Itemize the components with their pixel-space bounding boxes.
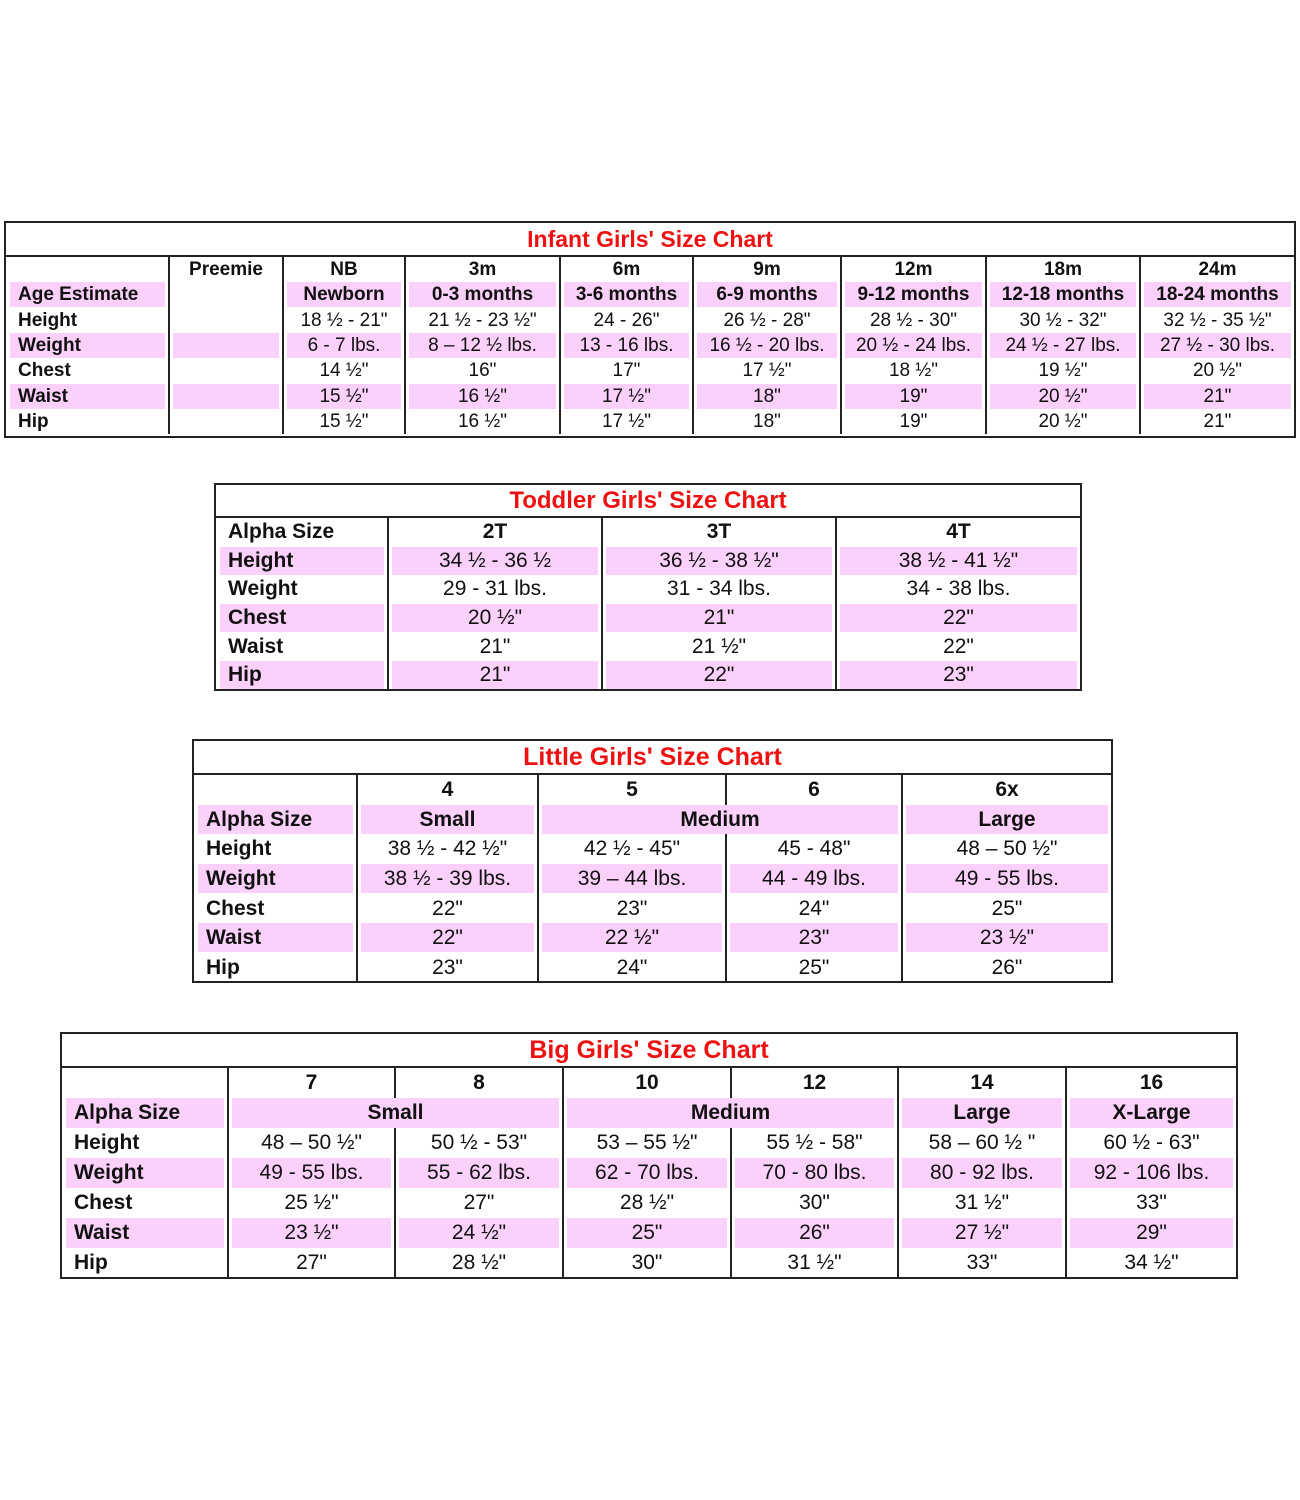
big-chart-title: Big Girls' Size Chart — [62, 1034, 1236, 1068]
header-cell: 18m — [986, 257, 1140, 282]
header-cell: 4T — [946, 520, 971, 544]
header-cell: 12m — [841, 257, 986, 282]
table-cell: 24 - 26" — [593, 309, 660, 331]
header-cell: 6 — [726, 775, 902, 805]
table-row — [62, 1098, 1236, 1128]
table-cell: 38 ½ - 41 ½" — [840, 547, 1077, 575]
table-row — [216, 575, 1080, 604]
table-cell: 49 - 55 lbs. — [232, 1158, 391, 1188]
table-cell: 24 ½" — [399, 1218, 559, 1248]
table-cell: 3-6 months — [564, 282, 689, 307]
table-cell: Large — [906, 805, 1108, 834]
table-cell: 6 - 7 lbs. — [287, 333, 401, 358]
row-label: Hip — [220, 661, 384, 689]
table-cell: 21 ½ - 23 ½" — [428, 309, 537, 331]
table-cell: 26 ½ - 28" — [723, 309, 811, 331]
table-cell: 8 – 12 ½ lbs. — [409, 333, 556, 358]
header-cell: Preemie — [169, 257, 283, 282]
table-cell: 16" — [468, 360, 497, 382]
table-cell: 80 - 92 lbs. — [902, 1158, 1062, 1188]
table-cell: 26" — [991, 955, 1023, 979]
table-cell: 49 - 55 lbs. — [906, 864, 1108, 893]
infant-size-table — [6, 257, 1294, 434]
table-row — [194, 953, 1111, 983]
table-row — [216, 547, 1080, 576]
table-cell: 31 - 34 lbs. — [667, 577, 771, 601]
table-cell: 27" — [463, 1191, 495, 1214]
table-cell: 32 ½ - 35 ½" — [1163, 309, 1272, 331]
header-cell: 8 — [395, 1068, 563, 1098]
toddler-chart-title: Toddler Girls' Size Chart — [216, 485, 1080, 518]
little-size-table — [194, 775, 1111, 982]
table-cell: 19 ½" — [1038, 360, 1088, 382]
header-cell: 14 — [898, 1068, 1066, 1098]
table-cell: Large — [902, 1098, 1062, 1128]
table-cell: 55 - 62 lbs. — [399, 1158, 559, 1188]
row-label: Chest — [74, 1191, 133, 1214]
table-cell: 53 – 55 ½" — [596, 1131, 698, 1154]
row-label: Height — [74, 1131, 140, 1154]
row-label: Alpha Size — [228, 520, 335, 544]
table-cell: 20 ½" — [1038, 410, 1088, 432]
table-row — [6, 308, 1294, 333]
table-cell: 12-18 months — [990, 282, 1136, 307]
table-cell: 27" — [296, 1251, 327, 1274]
table-row — [216, 604, 1080, 633]
table-cell: 34 - 38 lbs. — [906, 577, 1011, 601]
table-cell: 23" — [840, 661, 1077, 689]
big-size-table — [62, 1068, 1236, 1278]
table-cell: 23" — [616, 896, 648, 920]
table-cell: 31 ½" — [787, 1251, 842, 1274]
table-cell: 22" — [943, 634, 974, 658]
row-label: Hip — [206, 955, 240, 979]
table-cell: 24 ½ - 27 lbs. — [990, 333, 1136, 358]
table-header-row — [6, 257, 1294, 282]
table-cell: 34 ½ - 36 ½ — [392, 547, 598, 575]
row-label: Hip — [18, 410, 49, 432]
header-cell: 5 — [538, 775, 726, 805]
table-cell: 55 ½ - 58" — [766, 1131, 863, 1154]
table-cell: 27 ½" — [902, 1218, 1062, 1248]
table-cell: 33" — [966, 1251, 998, 1274]
table-cell: 22" — [606, 661, 832, 689]
table-cell: 6-9 months — [697, 282, 837, 307]
header-cell: 4 — [357, 775, 538, 805]
table-cell: 60 ½ - 63" — [1103, 1131, 1200, 1154]
big-size-chart — [60, 1032, 1238, 1279]
table-cell: 92 - 106 lbs. — [1070, 1158, 1233, 1188]
table-cell: 22 ½" — [542, 923, 722, 952]
table-cell: 36 ½ - 38 ½" — [606, 547, 832, 575]
infant-size-chart — [4, 221, 1296, 438]
table-cell: 17 ½" — [742, 360, 792, 382]
table-row — [194, 923, 1111, 953]
row-label: Weight — [228, 577, 298, 601]
table-cell: 34 ½" — [1124, 1251, 1179, 1274]
table-cell: 17" — [612, 360, 641, 382]
table-row — [6, 282, 1294, 307]
table-header-row — [216, 518, 1080, 547]
table-cell: 16 ½" — [457, 410, 507, 432]
header-cell: 6m — [560, 257, 693, 282]
table-cell: 18 ½" — [888, 360, 938, 382]
table-row — [62, 1158, 1236, 1188]
table-row — [62, 1188, 1236, 1218]
table-cell: 22" — [432, 896, 463, 920]
table-cell: 21 ½" — [691, 634, 747, 658]
table-cell: Newborn — [287, 282, 401, 307]
table-cell: 18" — [753, 410, 781, 432]
table-cell: 25" — [798, 955, 830, 979]
header-cell: NB — [283, 257, 405, 282]
table-cell: Small — [361, 805, 534, 834]
table-cell: 23" — [730, 923, 898, 952]
table-cell: 15 ½" — [319, 410, 369, 432]
table-cell: 48 – 50 ½" — [956, 837, 1058, 861]
row-label: Waist — [198, 923, 353, 952]
table-cell: 42 ½ - 45" — [583, 837, 681, 861]
table-cell: 21" — [1144, 384, 1291, 409]
row-label: Weight — [66, 1158, 224, 1188]
table-cell: 21" — [606, 604, 832, 632]
row-label: Weight — [10, 333, 165, 358]
table-cell: 30" — [799, 1191, 830, 1214]
table-cell: 14 ½" — [319, 360, 369, 382]
header-cell: 16 — [1066, 1068, 1236, 1098]
table-cell: 28 ½" — [619, 1191, 675, 1214]
table-cell: 23" — [432, 955, 463, 979]
table-cell: 20 ½" — [1192, 360, 1242, 382]
table-cell: 58 – 60 ½ " — [928, 1131, 1036, 1154]
row-label: Alpha Size — [198, 805, 353, 834]
table-cell: 16 ½" — [409, 384, 556, 409]
infant-chart-title: Infant Girls' Size Chart — [6, 223, 1294, 257]
table-cell: 13 - 16 lbs. — [564, 333, 689, 358]
row-label: Chest — [18, 360, 71, 382]
table-cell: 38 ½ - 39 lbs. — [361, 864, 534, 893]
table-row — [216, 632, 1080, 661]
header-cell: 2T — [482, 520, 508, 544]
table-cell: 9-12 months — [845, 282, 982, 307]
table-cell: 17 ½" — [601, 410, 651, 432]
row-label: Chest — [220, 604, 384, 632]
table-cell: 21" — [392, 661, 598, 689]
table-row — [194, 864, 1111, 894]
table-cell: 22" — [840, 604, 1077, 632]
table-cell: 33" — [1136, 1191, 1167, 1214]
table-cell: 31 ½" — [954, 1191, 1010, 1214]
table-cell: 38 ½ - 42 ½" — [387, 837, 508, 861]
little-chart-title: Little Girls' Size Chart — [194, 741, 1111, 775]
header-cell: 3m — [405, 257, 560, 282]
table-header-row — [194, 775, 1111, 805]
row-label: Alpha Size — [66, 1098, 224, 1128]
little-size-chart — [192, 739, 1113, 983]
table-cell: 30" — [631, 1251, 663, 1274]
table-cell: 23 ½" — [232, 1218, 391, 1248]
table-header-row — [62, 1068, 1236, 1098]
header-cell: 3T — [706, 520, 732, 544]
table-row — [6, 383, 1294, 408]
table-cell: 18-24 months — [1144, 282, 1291, 307]
table-cell: 20 ½" — [392, 604, 598, 632]
table-cell: 25" — [991, 896, 1023, 920]
table-cell: 25 ½" — [284, 1191, 339, 1214]
table-row — [62, 1248, 1236, 1278]
row-label: Waist — [228, 634, 284, 658]
row-label: Height — [220, 547, 384, 575]
table-cell: 22" — [361, 923, 534, 952]
table-row — [6, 358, 1294, 383]
table-cell: 28 ½" — [451, 1251, 507, 1274]
row-label: Height — [206, 837, 272, 861]
header-cell: 12 — [731, 1068, 898, 1098]
row-label: Hip — [74, 1251, 108, 1274]
table-cell: 48 – 50 ½" — [261, 1131, 362, 1154]
table-cell: 25" — [567, 1218, 727, 1248]
table-row — [6, 333, 1294, 358]
table-cell: 29 - 31 lbs. — [443, 577, 547, 601]
table-cell: 20 ½" — [990, 384, 1136, 409]
table-cell: 21" — [479, 634, 511, 658]
toddler-size-table — [216, 518, 1080, 690]
header-cell: 7 — [228, 1068, 395, 1098]
table-cell: X-Large — [1070, 1098, 1233, 1128]
header-cell: 9m — [693, 257, 841, 282]
toddler-size-chart — [214, 483, 1082, 691]
row-label: Weight — [198, 864, 353, 893]
table-cell: Medium — [567, 1098, 894, 1128]
table-cell: 23 ½" — [906, 923, 1108, 952]
header-cell: 24m — [1140, 257, 1294, 282]
header-cell: 6x — [902, 775, 1111, 805]
table-cell: 15 ½" — [287, 384, 401, 409]
row-label: Chest — [206, 896, 265, 920]
table-row — [62, 1218, 1236, 1248]
table-cell: 29" — [1070, 1218, 1233, 1248]
row-label: Waist — [10, 384, 165, 409]
table-cell: 18" — [697, 384, 837, 409]
table-cell: Medium — [542, 805, 898, 834]
table-cell: 24" — [798, 896, 830, 920]
table-row — [194, 834, 1111, 864]
table-row — [6, 409, 1294, 434]
row-label: Height — [18, 309, 78, 331]
table-cell: 26" — [735, 1218, 894, 1248]
table-cell: 39 – 44 lbs. — [542, 864, 722, 893]
row-label: Age Estimate — [10, 282, 165, 307]
table-cell: 0-3 months — [409, 282, 556, 307]
table-cell: 70 - 80 lbs. — [735, 1158, 894, 1188]
table-row — [194, 893, 1111, 923]
table-cell: 27 ½ - 30 lbs. — [1144, 333, 1291, 358]
table-cell: 44 - 49 lbs. — [730, 864, 898, 893]
table-cell: 18 ½ - 21" — [300, 309, 388, 331]
table-cell: 20 ½ - 24 lbs. — [845, 333, 982, 358]
table-cell: 19" — [899, 410, 928, 432]
table-cell: 16 ½ - 20 lbs. — [697, 333, 837, 358]
table-cell: 19" — [845, 384, 982, 409]
table-cell: 24" — [616, 955, 648, 979]
table-cell: 62 - 70 lbs. — [567, 1158, 727, 1188]
table-cell: 45 - 48" — [777, 837, 851, 861]
table-cell: 17 ½" — [564, 384, 689, 409]
table-row — [216, 661, 1080, 690]
table-row — [62, 1128, 1236, 1158]
table-row — [194, 805, 1111, 835]
table-cell: 28 ½ - 30" — [869, 309, 958, 331]
table-cell: 30 ½ - 32" — [1019, 309, 1107, 331]
table-cell: 50 ½ - 53" — [430, 1131, 528, 1154]
table-cell: Small — [232, 1098, 559, 1128]
header-cell: 10 — [563, 1068, 731, 1098]
table-cell: 21" — [1203, 410, 1232, 432]
row-label: Waist — [66, 1218, 224, 1248]
